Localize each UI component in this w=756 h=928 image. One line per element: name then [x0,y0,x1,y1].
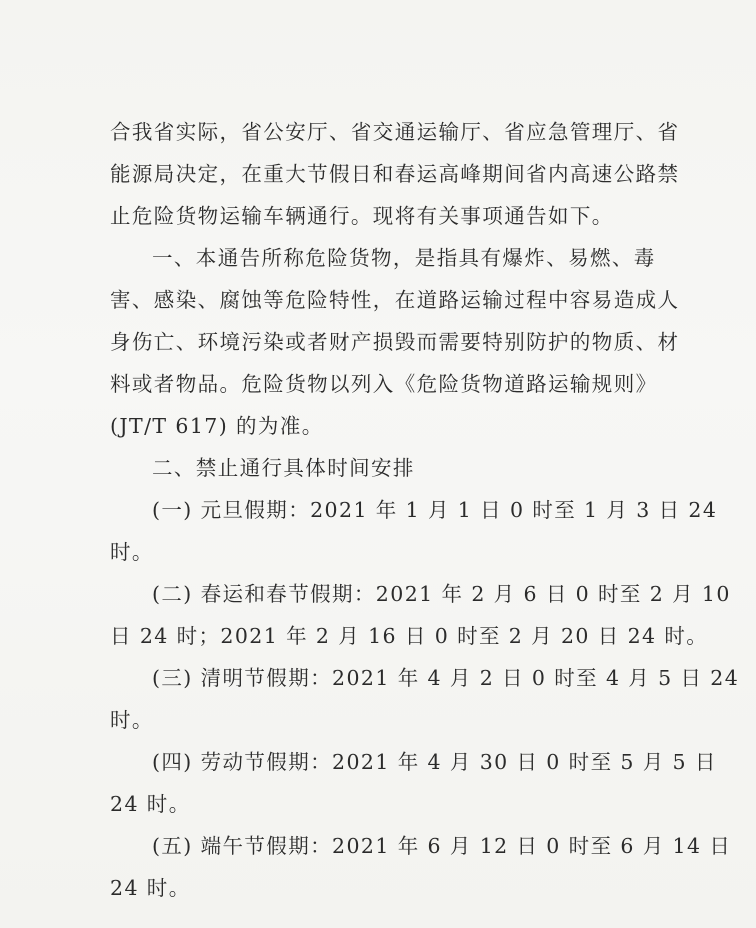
text-line-15: 时。 [110,708,154,732]
text-line-6: 身伤亡、环境污染或者财产损毁而需要特别防护的物质、材 [110,330,680,354]
text-line-11: 时。 [110,540,154,564]
text-line-18: (五) 端午节假期：2021 年 6 月 12 日 0 时至 6 月 14 日 [152,834,732,858]
text-line-4: 一、本通告所称危险货物，是指具有爆炸、易燃、毒 [152,246,656,270]
text-line-2: 能源局决定，在重大节假日和春运高峰期间省内高速公路禁 [110,162,680,186]
section-heading-2: 二、禁止通行具体时间安排 [152,456,415,480]
text-line-17: 24 时。 [110,792,191,816]
text-line-1: 合我省实际，省公安厅、省交通运输厅、省应急管理厅、省 [110,120,680,144]
text-line-13: 日 24 时；2021 年 2 月 16 日 0 时至 2 月 20 日 24 时。 [110,624,709,648]
text-line-12: (二) 春运和春节假期：2021 年 2 月 6 日 0 时至 2 月 10 [152,582,731,606]
text-line-19: 24 时。 [110,876,191,900]
text-line-14: (三) 清明节假期：2021 年 4 月 2 日 0 时至 4 月 5 日 24 [152,666,740,690]
text-line-3: 止危险货物运输车辆通行。现将有关事项通告如下。 [110,204,614,228]
text-line-7: 料或者物品。危险货物以列入《危险货物道路运输规则》 [110,372,658,396]
text-line-16: (四) 劳动节假期：2021 年 4 月 30 日 0 时至 5 月 5 日 [152,750,717,774]
text-line-5: 害、感染、腐蚀等危险特性，在道路运输过程中容易造成人 [110,288,680,312]
text-line-10: (一) 元旦假期：2021 年 1 月 1 日 0 时至 1 月 3 日 24 [152,498,718,522]
text-line-8: (JT/T 617) 的为准。 [110,414,324,438]
